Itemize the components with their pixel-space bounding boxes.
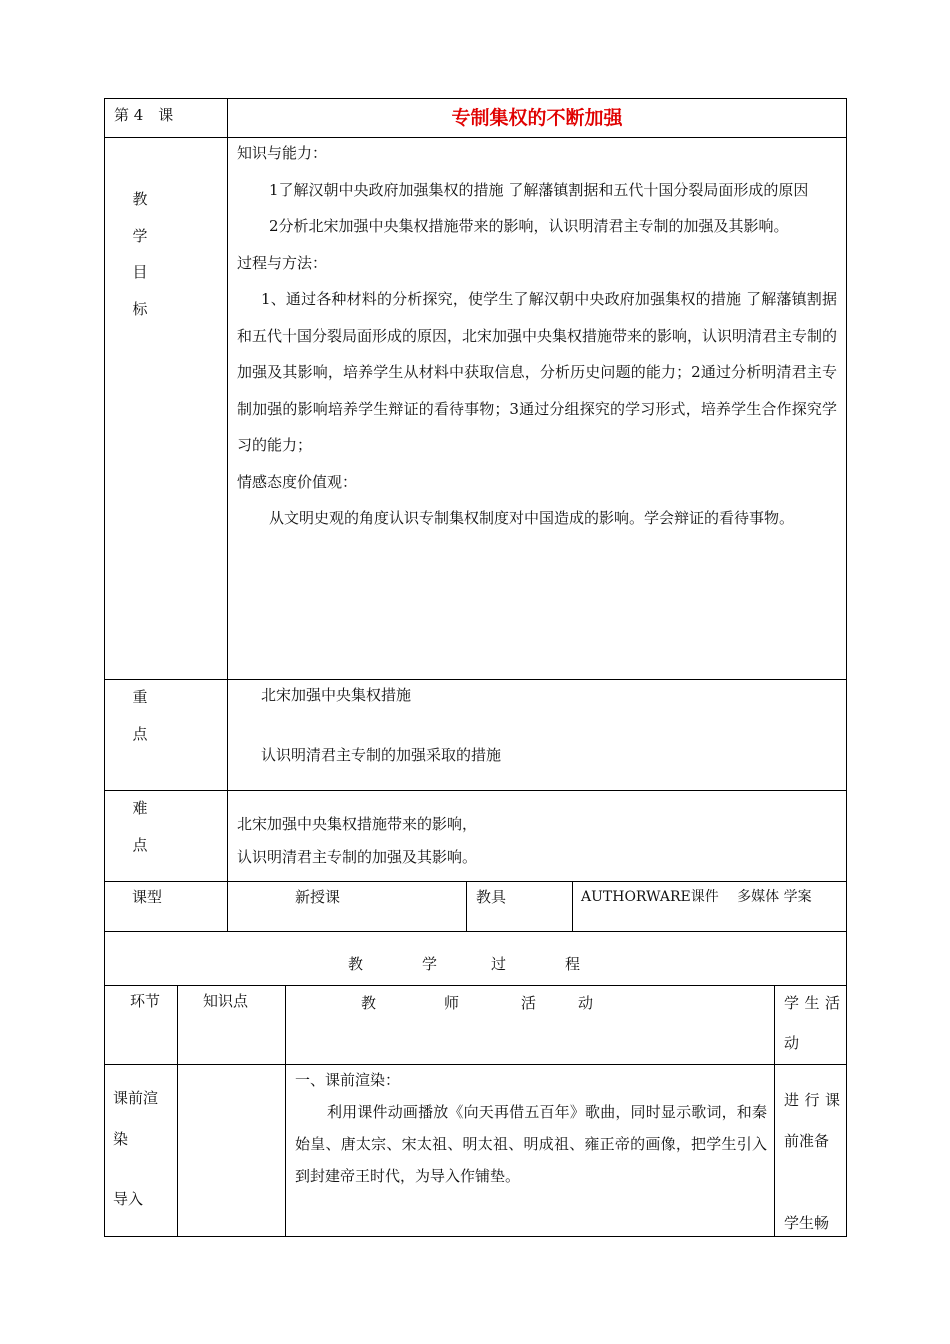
- column-divider: [466, 881, 467, 932]
- teacher-activity: [295, 1064, 767, 1192]
- table-border-top: [104, 98, 847, 99]
- emotion-heading: 情感态度价值观：: [237, 472, 358, 491]
- student-activity-1: 进行课前准备: [784, 1091, 840, 1150]
- knowledge-item-2: 2分析北宋加强中央集权措施带来的影响，认识明清君主专制的加强及其影响。: [269, 217, 789, 235]
- key-point-1: 北宋加强中央集权措施: [261, 686, 412, 704]
- column-knowledge-header: 知识点: [203, 992, 249, 1010]
- teacher-activity-text: 利用课件动画播放《向天再借五百年》歌曲，同时显示歌词，和秦始皇、唐太宗、宋太祖、明太祖、明成祖、雍正帝的画像，把学生引入到封建帝王时代，为导入作铺垫。: [295, 1103, 767, 1185]
- stage-line-1: 课前渲: [113, 1089, 159, 1107]
- table-border-bottom: [104, 1236, 847, 1237]
- row-divider: [104, 985, 847, 986]
- stage-line-3: 导入: [113, 1190, 144, 1208]
- column-stage-header: 环节: [130, 992, 161, 1010]
- lesson-number: 第 4 课: [114, 106, 174, 124]
- objectives-label: 教 学 目 标: [132, 190, 148, 318]
- teacher-activity-heading: 一、课前渲染：: [295, 1071, 401, 1089]
- column-divider: [572, 881, 573, 932]
- column-student-header: 学生活动: [784, 994, 840, 1052]
- table-border-left: [104, 98, 105, 1237]
- knowledge-item-1: 1了解汉朝中央政府加强集权的措施 了解藩镇割据和五代十国分裂局面形成的原因: [269, 180, 809, 199]
- row-divider: [104, 881, 847, 882]
- column-divider: [177, 985, 178, 1237]
- lesson-title: 专制集权的不断加强: [451, 107, 623, 129]
- table-border-right: [846, 98, 847, 1237]
- course-type-value: 新授课: [295, 888, 341, 906]
- row-divider: [104, 931, 847, 932]
- process-item-1: 1、通过各种材料的分析探究，使学生了解汉朝中央政府加强集权的措施 了解藩镇割据和五代十国分裂局面形成的原因，北宋加强中央集权措施带来的影响，认识明清君主专制的加强及其影响，培养学生从材料中获取信息，分析历史问题的能力；2通过分析明清君主专制加强的影响培养学生辩证的看待事物；3通过分组探究的学习形式，培养学生合作探究学习的能力；: [237, 290, 838, 454]
- difficulty-1: 北宋加强中央集权措施带来的影响，: [237, 815, 478, 833]
- row-divider: [104, 790, 847, 791]
- course-tools-label: 教具: [476, 888, 507, 906]
- column-divider: [285, 985, 286, 1237]
- column-divider: [774, 985, 775, 1237]
- difficulty-2: 认识明清君主专制的加强及其影响。: [237, 848, 478, 866]
- emotion-item-1: 从文明史观的角度认识专制集权制度对中国造成的影响。学会辩证的看待事物。: [269, 509, 795, 527]
- knowledge-heading: 知识与能力：: [237, 144, 328, 162]
- difficulties-label: 难 点: [132, 799, 148, 854]
- key-points-label: 重 点: [132, 688, 148, 743]
- course-type-label: 课型: [132, 888, 163, 906]
- lesson-plan-page: 第 4 课 专制集权的不断加强 教 学 目 标 知识与能力： 1了解汉朝中央政府加强集权的措施 了解藩镇割据和五代十国分裂局面形成的原因 2分析北宋加强中央集权措施带来的影响，认识明清君主专制的加强及其影响。 过程与方法： 1、通过各种材料的分析探究，使学生了解汉朝中央政府加强集权的措施 了解藩镇割据和五代十国分裂局面形成的原因，北宋加强中央集权措施带来的影响，认识明清君主专制的加强及其影响，培养学生从材料中获取信息，分析历史问题的能力；2通过分析明清君主专制加强的影响培养学生辩证的看待事物；3通过分组探究的学习形式，培养学生合作探究学习的能力； 情感态度价值观： 从文明史观的角度认识专制集权制度对中国造成的影响。学会辩证的看待事物。 重 点 北宋加强中央集权措施 认识明清君主专制的加强采取的措施 难 点 北宋加强中央集权措施带来的影响， 认识明清君主专制的加强及其影响。 课型 新授课 教具 AUTHORWARE课件 多媒体 学案 教 学 过 程 环节 知识点 教 师 活 动 学生活动 课前渲 染 导入 一、课前渲染： 利用课件动画播放《向天再借五百年》歌曲，同时显示歌词，和秦始皇、唐太宗、宋太祖、明太祖、明成祖、雍正帝的画像，把学生引入到封建帝王时代，为导入作铺垫。 进行课前准备 学生畅: [0, 0, 950, 1344]
- process-heading: 过程与方法：: [237, 253, 328, 272]
- course-tools-value: AUTHORWARE课件 多媒体 学案: [581, 889, 812, 905]
- key-point-2: 认识明清君主专制的加强采取的措施: [261, 746, 502, 764]
- row-divider: [104, 679, 847, 680]
- column-divider: [227, 98, 228, 932]
- objectives-content: [237, 135, 837, 537]
- stage-line-2: 染: [113, 1130, 129, 1148]
- student-activity-2: 学生畅: [784, 1214, 830, 1232]
